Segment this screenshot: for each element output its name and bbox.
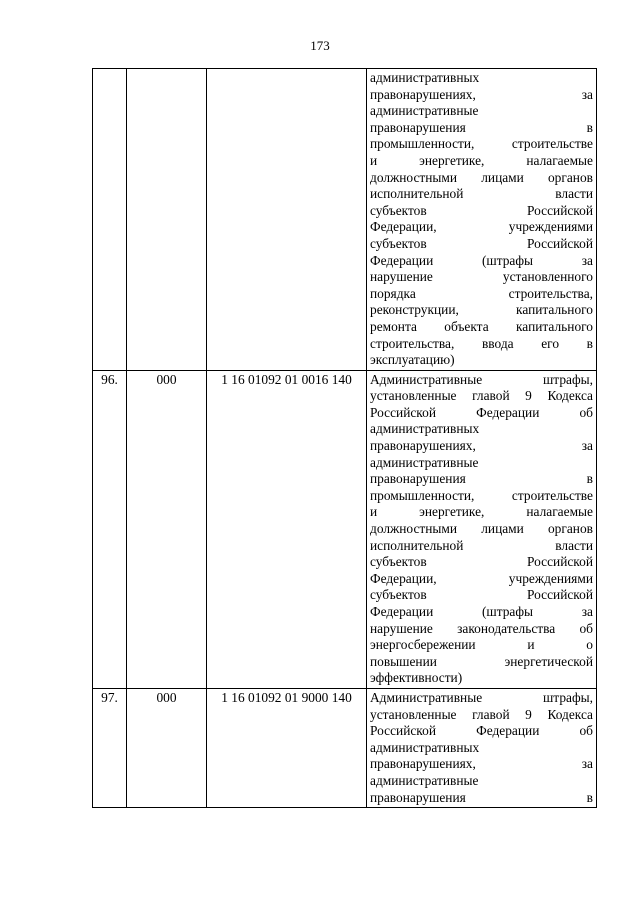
table-row [93, 69, 597, 371]
description-line: правонарушениях, за [370, 756, 593, 772]
description-line: энергосбережении и о [370, 637, 593, 653]
description-line: Российской Федерации об [370, 723, 593, 739]
description-line: исполнительной власти [370, 186, 593, 202]
budget-classification-code-cell: 1 16 01092 01 9000 140 [207, 688, 367, 807]
description-line: субъектов Российской [370, 587, 593, 603]
description-line: нарушение установленного [370, 269, 593, 285]
description-line: повышении энергетической [370, 653, 593, 669]
description-line: правонарушения в [370, 119, 593, 135]
description-line: промышленности, строительстве [370, 487, 593, 503]
description-line: правонарушениях, за [370, 86, 593, 102]
description-line: административных [370, 70, 480, 85]
description-cell [367, 688, 597, 807]
table-body [93, 69, 597, 808]
description-line: субъектов Российской [370, 554, 593, 570]
description-line: должностными лицами органов [370, 521, 593, 537]
description-line: порядка строительства, [370, 285, 593, 301]
description-line: строительства, ввода его в [370, 335, 593, 351]
description-line: нарушение законодательства об [370, 620, 593, 636]
budget-classification-code-cell: 1 16 01092 01 0016 140 [207, 370, 367, 688]
description-line: административные [370, 454, 479, 470]
budget-classification-code-cell [207, 69, 367, 371]
description-line: Федерации, учреждениями [370, 219, 593, 235]
description-line: эффективности) [370, 670, 463, 686]
description-line: Федерации (штрафы за [370, 604, 593, 619]
row-number-cell: 97. [93, 688, 127, 807]
description-line: субъектов Российской [370, 235, 593, 251]
description-line: промышленности, строительстве [370, 136, 593, 152]
description-line: административные [370, 103, 479, 119]
description-line: правонарушения в [370, 789, 593, 805]
table-row [93, 370, 597, 688]
description-line: Федерации, учреждениями [370, 570, 593, 586]
description-line: Административные штрафы, [370, 371, 593, 387]
description-line: эксплуатацию) [370, 352, 455, 368]
description-line: установленные главой 9 Кодекса [370, 388, 593, 404]
description-line: и энергетике, налагаемые [370, 152, 593, 168]
admin-code-cell [127, 69, 207, 371]
admin-code-cell: 000 [127, 688, 207, 807]
table-row [93, 688, 597, 807]
budget-codes-table [92, 68, 597, 808]
row-number-cell [93, 69, 127, 371]
description-line: правонарушения в [370, 471, 593, 487]
page-number: 173 [310, 38, 330, 53]
description-cell [367, 370, 597, 688]
description-line: исполнительной власти [370, 537, 593, 553]
description-line: должностными лицами органов [370, 169, 593, 185]
description-line: правонарушениях, за [370, 438, 593, 454]
description-line: Российской Федерации об [370, 404, 593, 420]
description-line: реконструкции, капитального [370, 302, 593, 318]
row-number-cell: 96. [93, 370, 127, 688]
description-cell [367, 69, 597, 371]
description-line: субъектов Российской [370, 202, 593, 218]
description-line: ремонта объекта капитального [370, 318, 593, 334]
description-line: административных [370, 421, 480, 437]
description-line: административных [370, 739, 480, 755]
description-line: Административные штрафы, [370, 689, 593, 705]
description-line: административные [370, 772, 479, 788]
description-line: и энергетике, налагаемые [370, 504, 593, 520]
description-line: установленные главой 9 Кодекса [370, 706, 593, 722]
description-line: Федерации (штрафы за [370, 252, 593, 268]
admin-code-cell: 000 [127, 370, 207, 688]
